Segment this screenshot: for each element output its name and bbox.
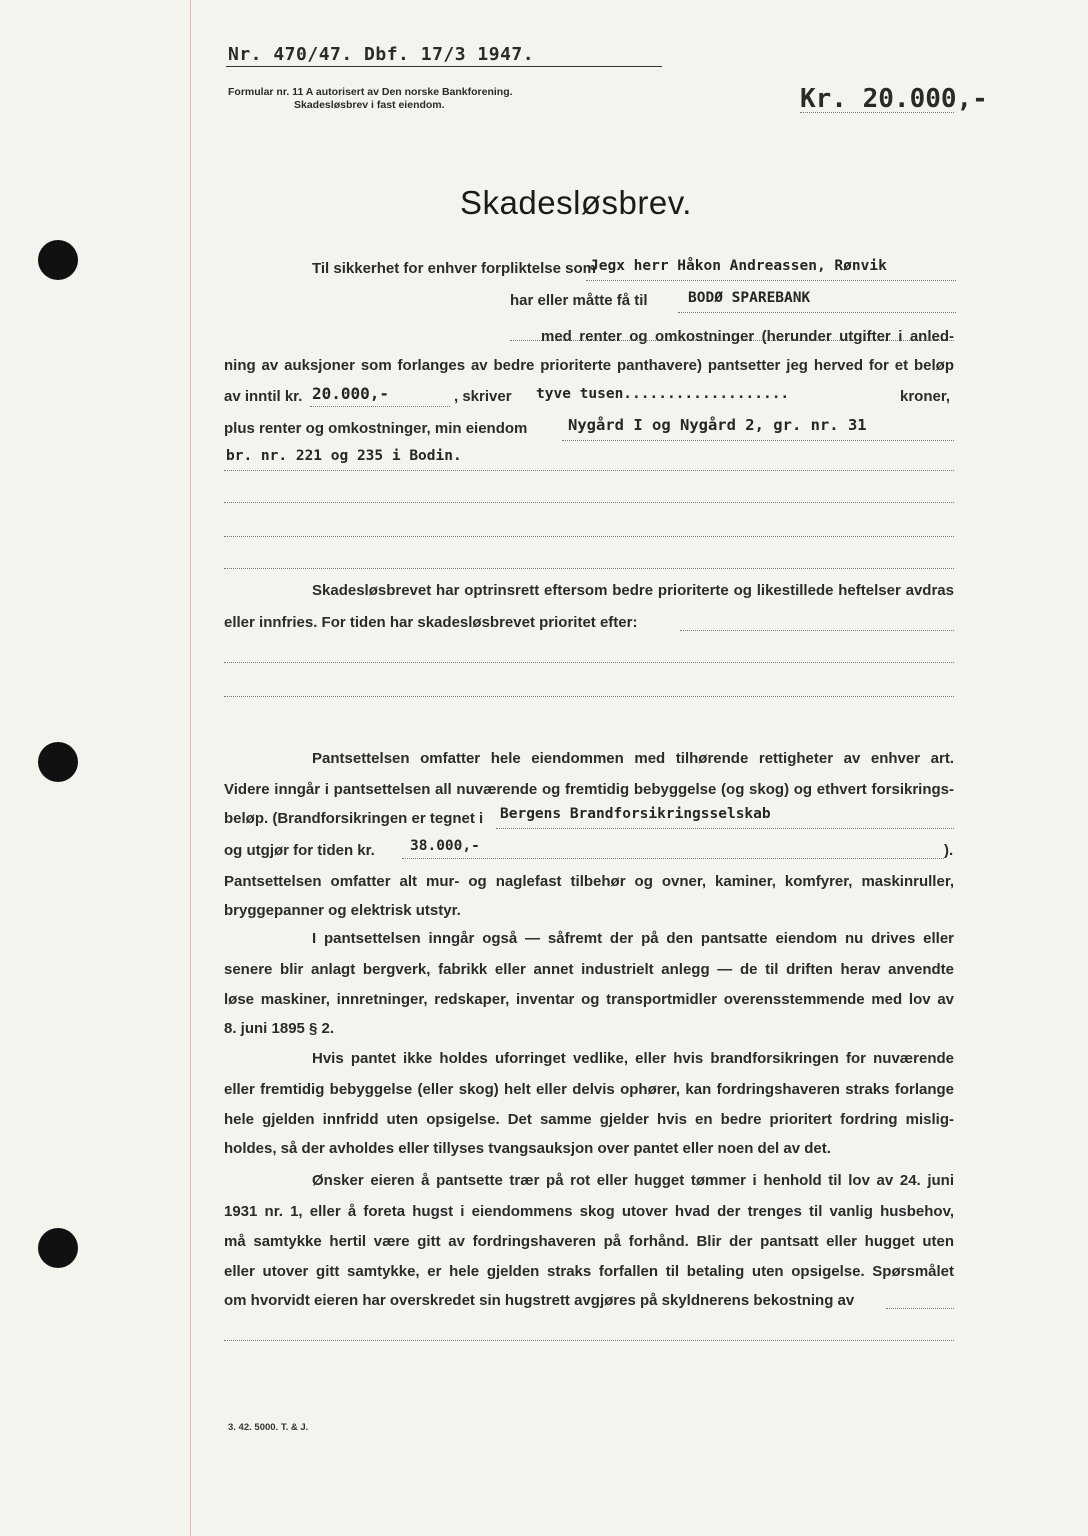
pledge-line-1: Pantsettelsen omfatter hele eiendommen med tilhørende rettigheter av enhver art. (312, 750, 954, 767)
header-amount: Kr. 20.000,- (800, 84, 988, 114)
fill-line (886, 1308, 954, 1309)
creditor-value: BODØ SPAREBANK (688, 290, 811, 306)
renter-line: med renter og omkostninger (herunder utgifter i anled- (541, 328, 954, 345)
fill-line (224, 1340, 954, 1341)
fill-line (310, 406, 450, 407)
pledge-sentence: ning av auksjoner som forlanges av bedre prioriterte panthavere) pantsetter jeg herved for et beløp (224, 357, 954, 374)
debtor-label: Til sikkerhet for enhver forpliktelse som (312, 260, 596, 277)
property-value-1: Nygård I og Nygård 2, gr. nr. 31 (568, 416, 867, 434)
debtor-value: Jegx herr Håkon Andreassen, Rønvik (590, 258, 887, 274)
form-identifier-line2: Skadesløsbrev i fast eiendom. (294, 99, 445, 111)
binder-hole (38, 742, 78, 782)
fill-line (224, 696, 954, 697)
amount-underline (800, 112, 954, 113)
amount-label: av inntil kr. (224, 388, 303, 405)
pledge-line-5: Pantsettelsen omfatter alt mur- og naglefast tilbehør og ovner, kaminer, komfyrer, maskinruller, (224, 873, 954, 890)
forest-line-5: om hvorvidt eieren har overskredet sin hugstrett avgjøres på skyldnerens bekostning av (224, 1292, 855, 1309)
fill-line (496, 828, 954, 829)
pledge-line-4-label: og utgjør for tiden kr. (224, 842, 375, 859)
creditor-label: har eller måtte få til (510, 292, 648, 309)
words-value: tyve tusen................... (536, 386, 790, 402)
priority-line-1: Skadesløsbrevet har optrinsrett eftersom bedre prioriterte og likestillede heftelser avdras (312, 582, 954, 599)
fill-line (224, 568, 954, 569)
forest-line-3: må samtykke hertil være gitt av fordringshaveren på forhånd. Blir der pantsatt eller hugget uten (224, 1233, 954, 1250)
maintenance-line-1: Hvis pantet ikke holdes uforringet vedlike, eller hvis brandforsikringen for nuværende (312, 1050, 954, 1067)
fill-line (224, 502, 954, 503)
forest-line-1: Ønsker eieren å pantsette trær på rot eller hugget tømmer i henhold til lov av 24. juni (312, 1172, 954, 1189)
pledge-line-6: bryggepanner og elektrisk utstyr. (224, 902, 461, 919)
fill-line (224, 470, 954, 471)
maintenance-line-4: holdes, så der avholdes eller tillyses tvangsauksjon over pantet eller noen del av det. (224, 1140, 831, 1157)
industry-line-4: 8. juni 1895 § 2. (224, 1020, 335, 1037)
binder-hole (38, 240, 78, 280)
property-label: plus renter og omkostninger, min eiendom (224, 420, 528, 437)
reference-number: Nr. 470/47. Dbf. 17/3 1947. (228, 44, 535, 65)
amount-value: 20.000,- (312, 384, 390, 403)
form-identifier-line1: Formular nr. 11 A autorisert av Den norske Bankforening. (228, 86, 513, 98)
fill-line (224, 662, 954, 663)
binder-hole (38, 1228, 78, 1268)
fill-line (586, 280, 956, 281)
pledge-line-3-label: beløp. (Brandforsikringen er tegnet i (224, 810, 484, 827)
fill-line (678, 312, 956, 313)
industry-line-1: I pantsettelsen inngår også — såfremt der på den pantsatte eiendom nu drives eller (312, 930, 954, 947)
property-value-2: br. nr. 221 og 235 i Bodin. (226, 448, 462, 464)
document-title: Skadesløsbrev. (460, 184, 692, 221)
pledge-line-4-end: ). (944, 842, 954, 859)
industry-line-2: senere blir anlagt bergverk, fabrikk eller annet industrielt anlegg — de til driften herav anvendte (224, 961, 954, 978)
fill-line (402, 858, 944, 859)
priority-line-2: eller innfries. For tiden har skadesløsbrevet prioritet efter: (224, 614, 638, 631)
maintenance-line-2: eller fremtidig bebyggelse (eller skog) helt eller delvis ophører, kan fordringshaveren straks forlange (224, 1081, 954, 1098)
insurer-value: Bergens Brandforsikringsselskab (500, 806, 771, 822)
reference-underline (226, 66, 662, 67)
printer-mark: 3. 42. 5000. T. & J. (228, 1422, 309, 1433)
insurance-amount: 38.000,- (410, 838, 480, 854)
fill-line (562, 440, 954, 441)
industry-line-3: løse maskiner, innretninger, redskaper, inventar og transportmidler overensstemmende med lov av (224, 991, 954, 1008)
pledge-line-2: Videre inngår i pantsettelsen all nuværende og fremtidig bebyggelse (og skog) og ethvert forsikrings- (224, 781, 954, 798)
fill-line (680, 630, 954, 631)
forest-line-4: eller utover gitt samtykke, er hele gjelden straks forfallen til betaling uten opsigelse. Spørsmålet (224, 1263, 954, 1280)
forest-line-2: 1931 nr. 1, eller å foreta hugst i eiendommens skog utover hvad der trenges til vanlig husbehov, (224, 1203, 954, 1220)
maintenance-line-3: hele gjelden innfridd uten opsigelse. Det samme gjelder hvis en bedre prioritert fordring mislig- (224, 1111, 954, 1128)
margin-line (190, 0, 191, 1536)
fill-line (224, 536, 954, 537)
words-label: , skriver (454, 388, 512, 405)
kroner-label: kroner, (900, 388, 951, 405)
